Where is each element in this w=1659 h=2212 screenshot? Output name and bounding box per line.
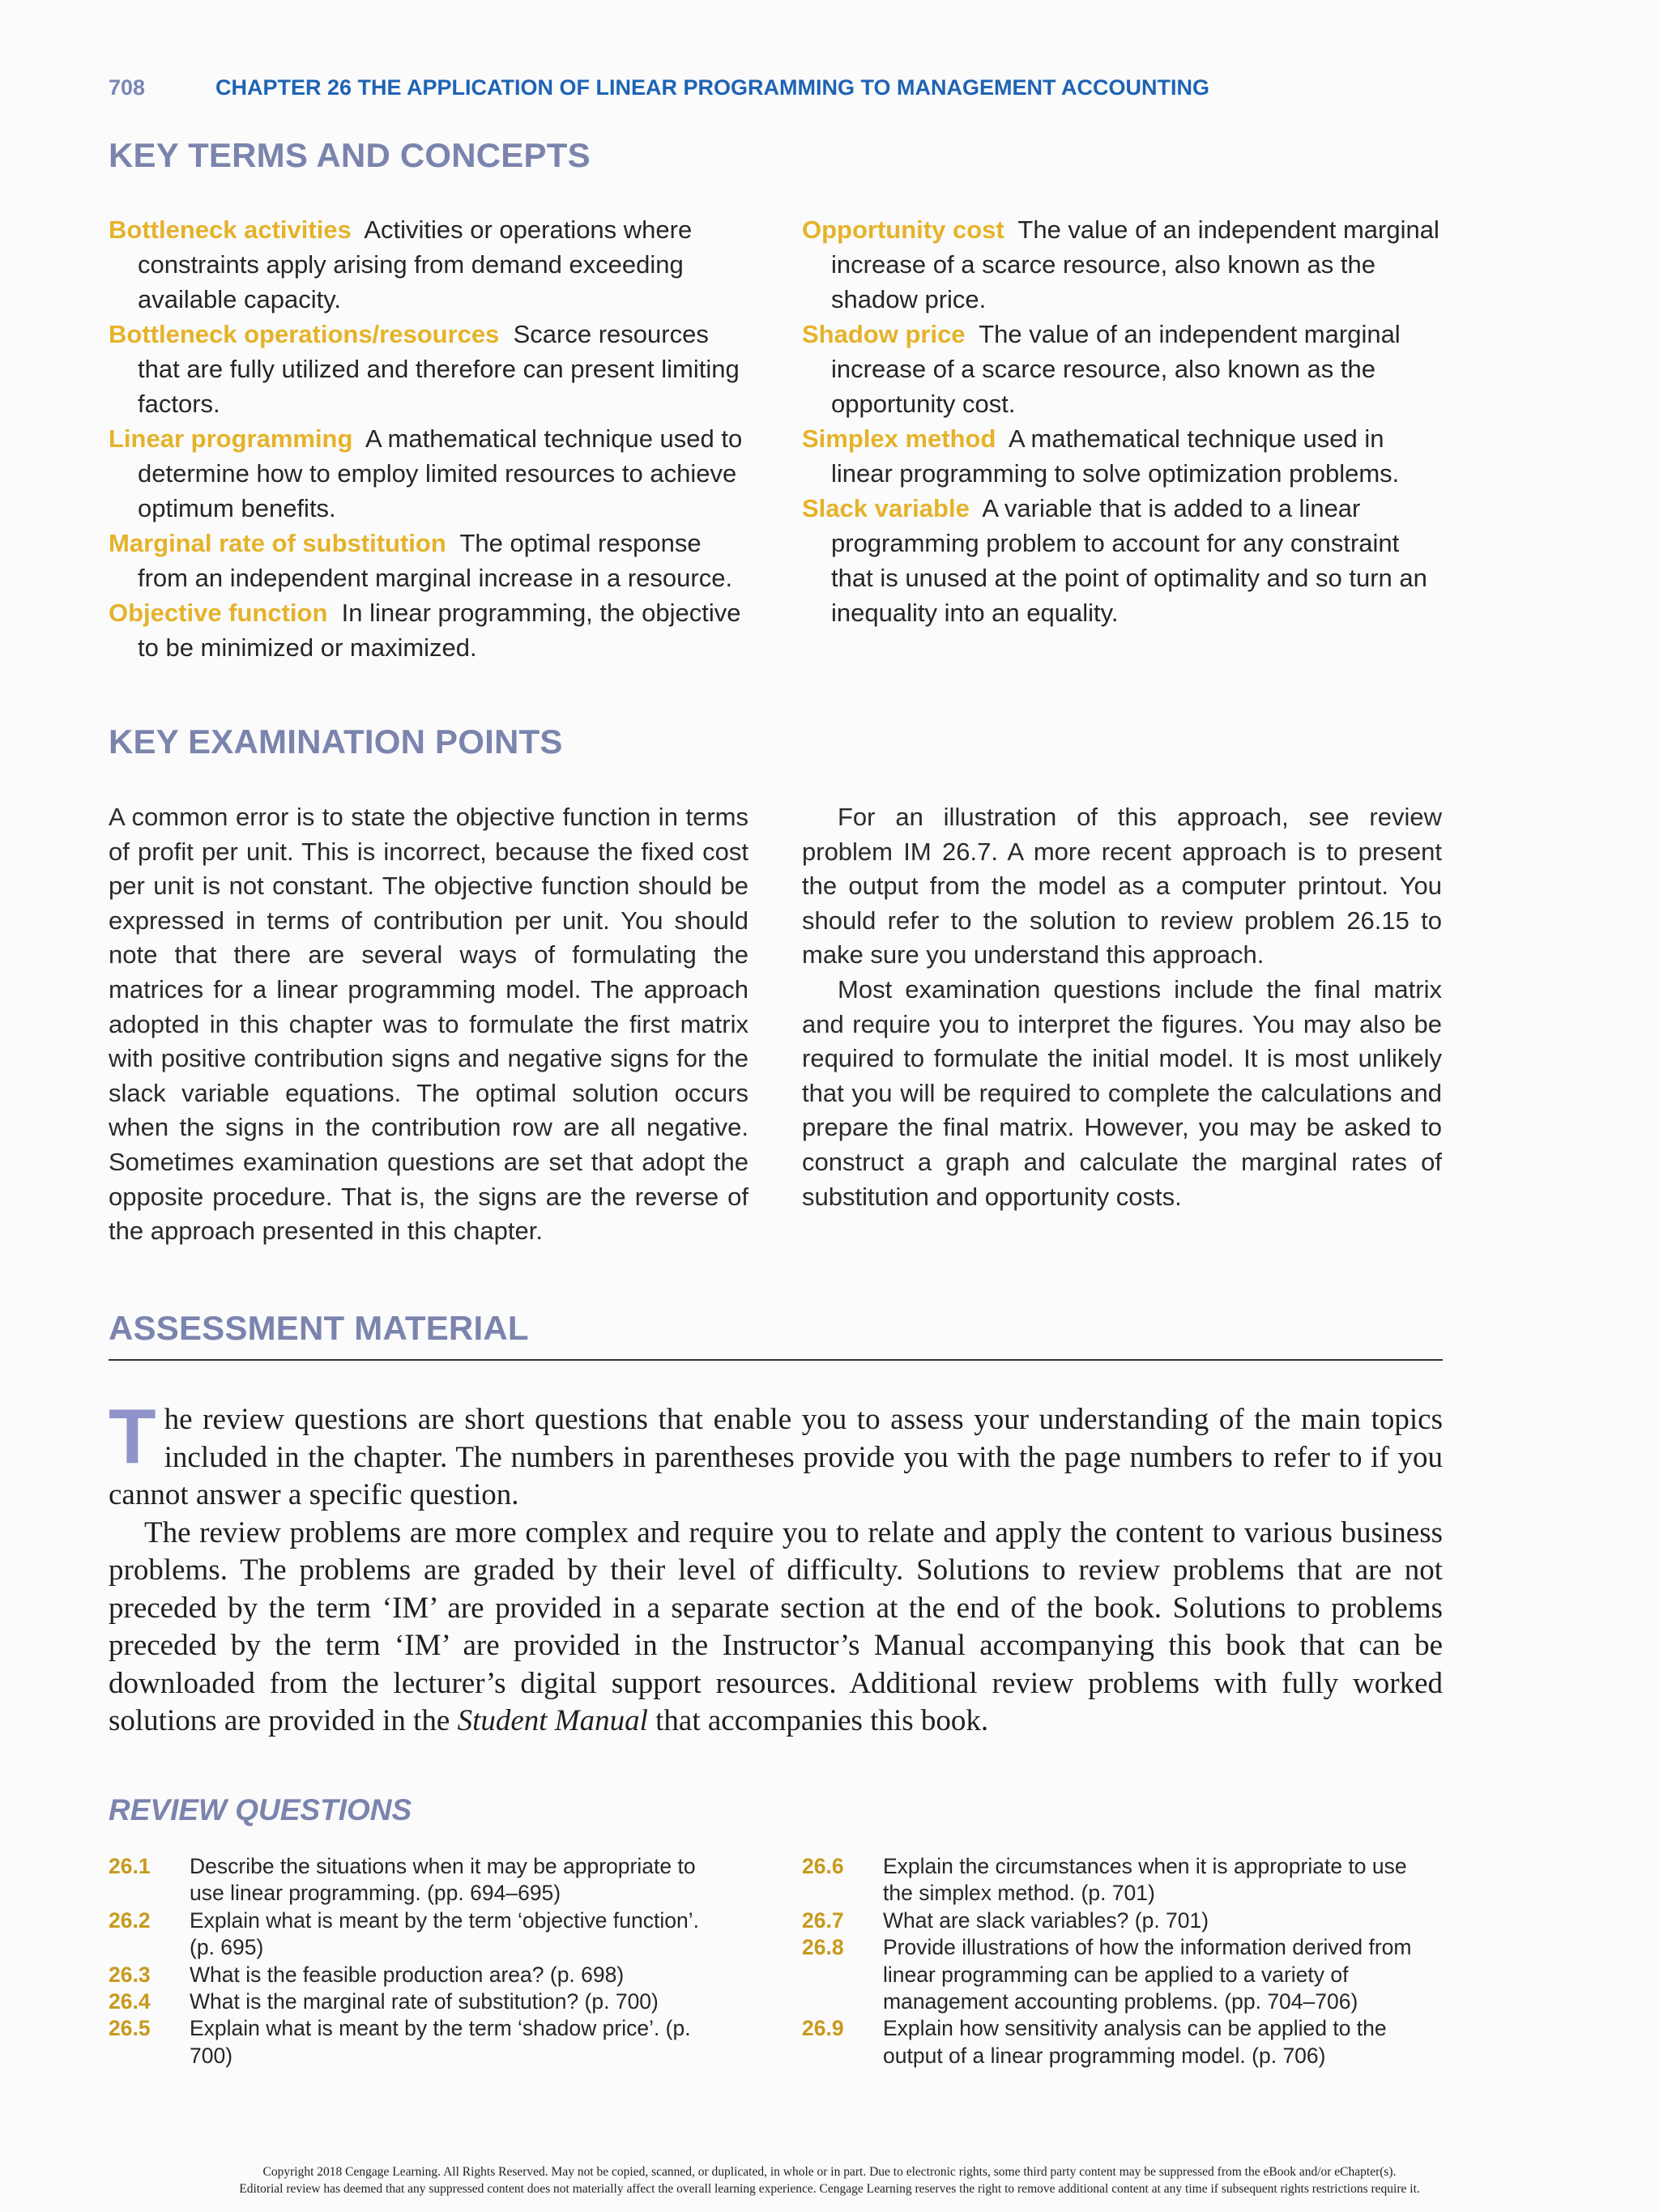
question-number: 26.6 [802,1854,844,1878]
question-number: 26.8 [802,1935,844,1960]
key-exam-right-column [802,800,1442,1214]
assessment-heading: ASSESSMENT MATERIAL [109,1309,529,1347]
review-questions-left-column [109,1853,724,2069]
body-paragraph: For an illustration of this approach, see review problem IM 26.7. A more recent approach is to present the output from the model as a computer printout. You should refer to the solution to review problem 26.15 to make sure you understand this approach. [802,803,1442,970]
assessment-paragraph [109,1393,1443,1515]
glossary-definition: The value of an independent marginal increase of a scarce resource, also known as the opportunity cost. [831,320,1401,418]
glossary-term: Shadow price [802,320,966,348]
drop-cap: T [109,1393,156,1480]
question-number: 26.4 [109,1989,151,2014]
key-terms-left-column [109,212,748,665]
glossary-entry [802,491,1442,630]
glossary-definition: Activities or operations where constraints apply arising from demand exceeding available capacity. [138,215,693,313]
review-question [109,1962,724,1988]
glossary-entry [109,526,748,595]
section-divider [109,1359,1443,1361]
glossary-term: Bottleneck activities [109,215,352,244]
assessment-paragraph-text: The review problems are more complex and require you to relate and apply the content to various business problems. The problems are graded by their level of difficulty. Solutions to review problems that are not preceded by the term ‘IM’ are provided in a separate section at the end of the book. Solutions to problems preceded by the term ‘IM’ are provided in the Instructor’s Manual accompanying this book that can be downloaded from the lecturer’s digital support resources. Additional review problems with fully worked solutions are provided in the [109,1515,1443,1737]
review-question [109,2015,724,2069]
question-number: 26.7 [802,1907,844,1933]
question-number: 26.2 [109,1907,151,1933]
glossary-definition: In linear programming, the objective to be minimized or maximized. [138,599,741,662]
review-question [802,1934,1442,2015]
review-questions-right-column [802,1853,1442,2069]
glossary-definition: Scarce resources that are fully utilized and therefore can present limiting factors. [138,320,740,418]
glossary-entry [109,317,748,421]
question-text: Explain what is meant by the term ‘shadow price’. (p. 700) [190,2016,691,2068]
copyright-line: Copyright 2018 Cengage Learning. All Rights Reserved. May not be copied, scanned, or duplicated, in whole or in part. Due to electronic rights, some third party content may be suppressed from the eBook and/or eChapter(s). [262,2165,1397,2179]
question-text: Describe the situations when it may be appropriate to use linear programming. (pp. 694–695) [190,1854,696,1906]
glossary-entry [109,212,748,317]
key-exam-heading: KEY EXAMINATION POINTS [109,722,563,761]
assessment-text [109,1393,1443,1741]
glossary-term: Bottleneck operations/resources [109,320,500,348]
glossary-definition: The optimal response from an independent marginal increase in a resource. [138,529,733,592]
glossary-term: Linear programming [109,424,353,453]
glossary-definition: A mathematical technique used in linear programming to solve optimization problems. [831,424,1400,488]
review-question [802,2015,1442,2069]
glossary-definition: A mathematical technique used to determine how to employ limited resources to achieve optimum benefits. [138,424,743,522]
question-text: Explain how sensitivity analysis can be applied to the output of a linear programming model. (p. 706) [883,2016,1387,2068]
glossary-entry [109,595,748,665]
glossary-entry [802,421,1442,491]
running-head [109,71,1567,104]
body-paragraph: Most examination questions include the final matrix and require you to interpret the figures. You may also be required to formulate the initial model. It is most unlikely that you will be required to complete the calculations and prepare the final matrix. However, you may be asked to construct a graph and calculate the marginal rates of substitution and opportunity costs. [802,974,1442,1211]
copyright-footer [0,2163,1659,2197]
question-number: 26.3 [109,1962,151,1987]
key-terms-right-column [802,212,1442,630]
assessment-paragraph-end: that accompanies this book. [655,1704,989,1737]
review-question [109,1988,724,2015]
chapter-title: CHAPTER 26 THE APPLICATION OF LINEAR PROGRAMMING TO MANAGEMENT ACCOUNTING [215,75,1210,100]
question-number: 26.9 [802,2016,844,2041]
question-text: What is the marginal rate of substitution? (p. 700) [190,1989,659,2014]
body-paragraph: A common error is to state the objective function in terms of profit per unit. This is incorrect, because the fixed cost per unit is not constant. The objective function should be expressed in terms of contribution per unit. You should note that there are several ways of formulating the matrices for a linear programming model. The approach adopted in this chapter was to formulate the first matrix with positive contribution signs and negative signs for the slack variable equations. The optimal solution occurs when the signs in the contribution row are all negative. Sometimes examination questions are set that adopt the opposite procedure. That is, the signs are the reverse of the approach presented in this chapter. [109,803,748,1246]
page-number: 708 [109,75,146,100]
question-text: Provide illustrations of how the information derived from linear programming can be applied to a variety of management accounting problems. (pp. 704–706) [883,1935,1412,2014]
glossary-entry [802,317,1442,421]
glossary-term: Marginal rate of substitution [109,529,446,557]
student-manual-title: Student Manual [457,1704,648,1737]
question-text: What are slack variables? (p. 701) [883,1907,1209,1933]
review-question [802,1853,1442,1907]
review-question [109,1853,724,1907]
assessment-paragraph-text: he review questions are short questions that enable you to assess your understanding of the main topics included in the chapter. The numbers in parentheses provide you with the page numbers to refer to if you cannot answer a specific question. [109,1403,1443,1511]
review-question [802,1907,1442,1934]
question-text: What is the feasible production area? (p. 698) [190,1962,625,1987]
review-questions-heading: REVIEW QUESTIONS [109,1793,412,1826]
glossary-term: Simplex method [802,424,996,453]
question-number: 26.5 [109,2016,151,2041]
key-exam-left-column [109,800,748,1249]
glossary-definition: The value of an independent marginal increase of a scarce resource, also known as the shadow price. [831,215,1439,313]
copyright-line: Editorial review has deemed that any suppressed content does not materially affect the overall learning experience. Cengage Learning reserves the right to remove additional content at any time if subsequent rights restrictions require it. [239,2182,1420,2196]
glossary-term: Opportunity cost [802,215,1004,244]
glossary-term: Objective function [109,599,328,627]
glossary-entry [109,421,748,526]
review-question [109,1907,724,1962]
key-terms-heading: KEY TERMS AND CONCEPTS [109,136,591,174]
assessment-paragraph [109,1515,1443,1741]
glossary-term: Slack variable [802,494,970,522]
glossary-entry [802,212,1442,317]
question-text: Explain what is meant by the term ‘objective function’. (p. 695) [190,1907,699,1960]
question-text: Explain the circumstances when it is appropriate to use the simplex method. (p. 701) [883,1854,1407,1906]
glossary-definition: A variable that is added to a linear programming problem to account for any constraint that is unused at the point of optimality and so turn an inequality into an equality. [831,494,1427,627]
question-number: 26.1 [109,1854,151,1878]
